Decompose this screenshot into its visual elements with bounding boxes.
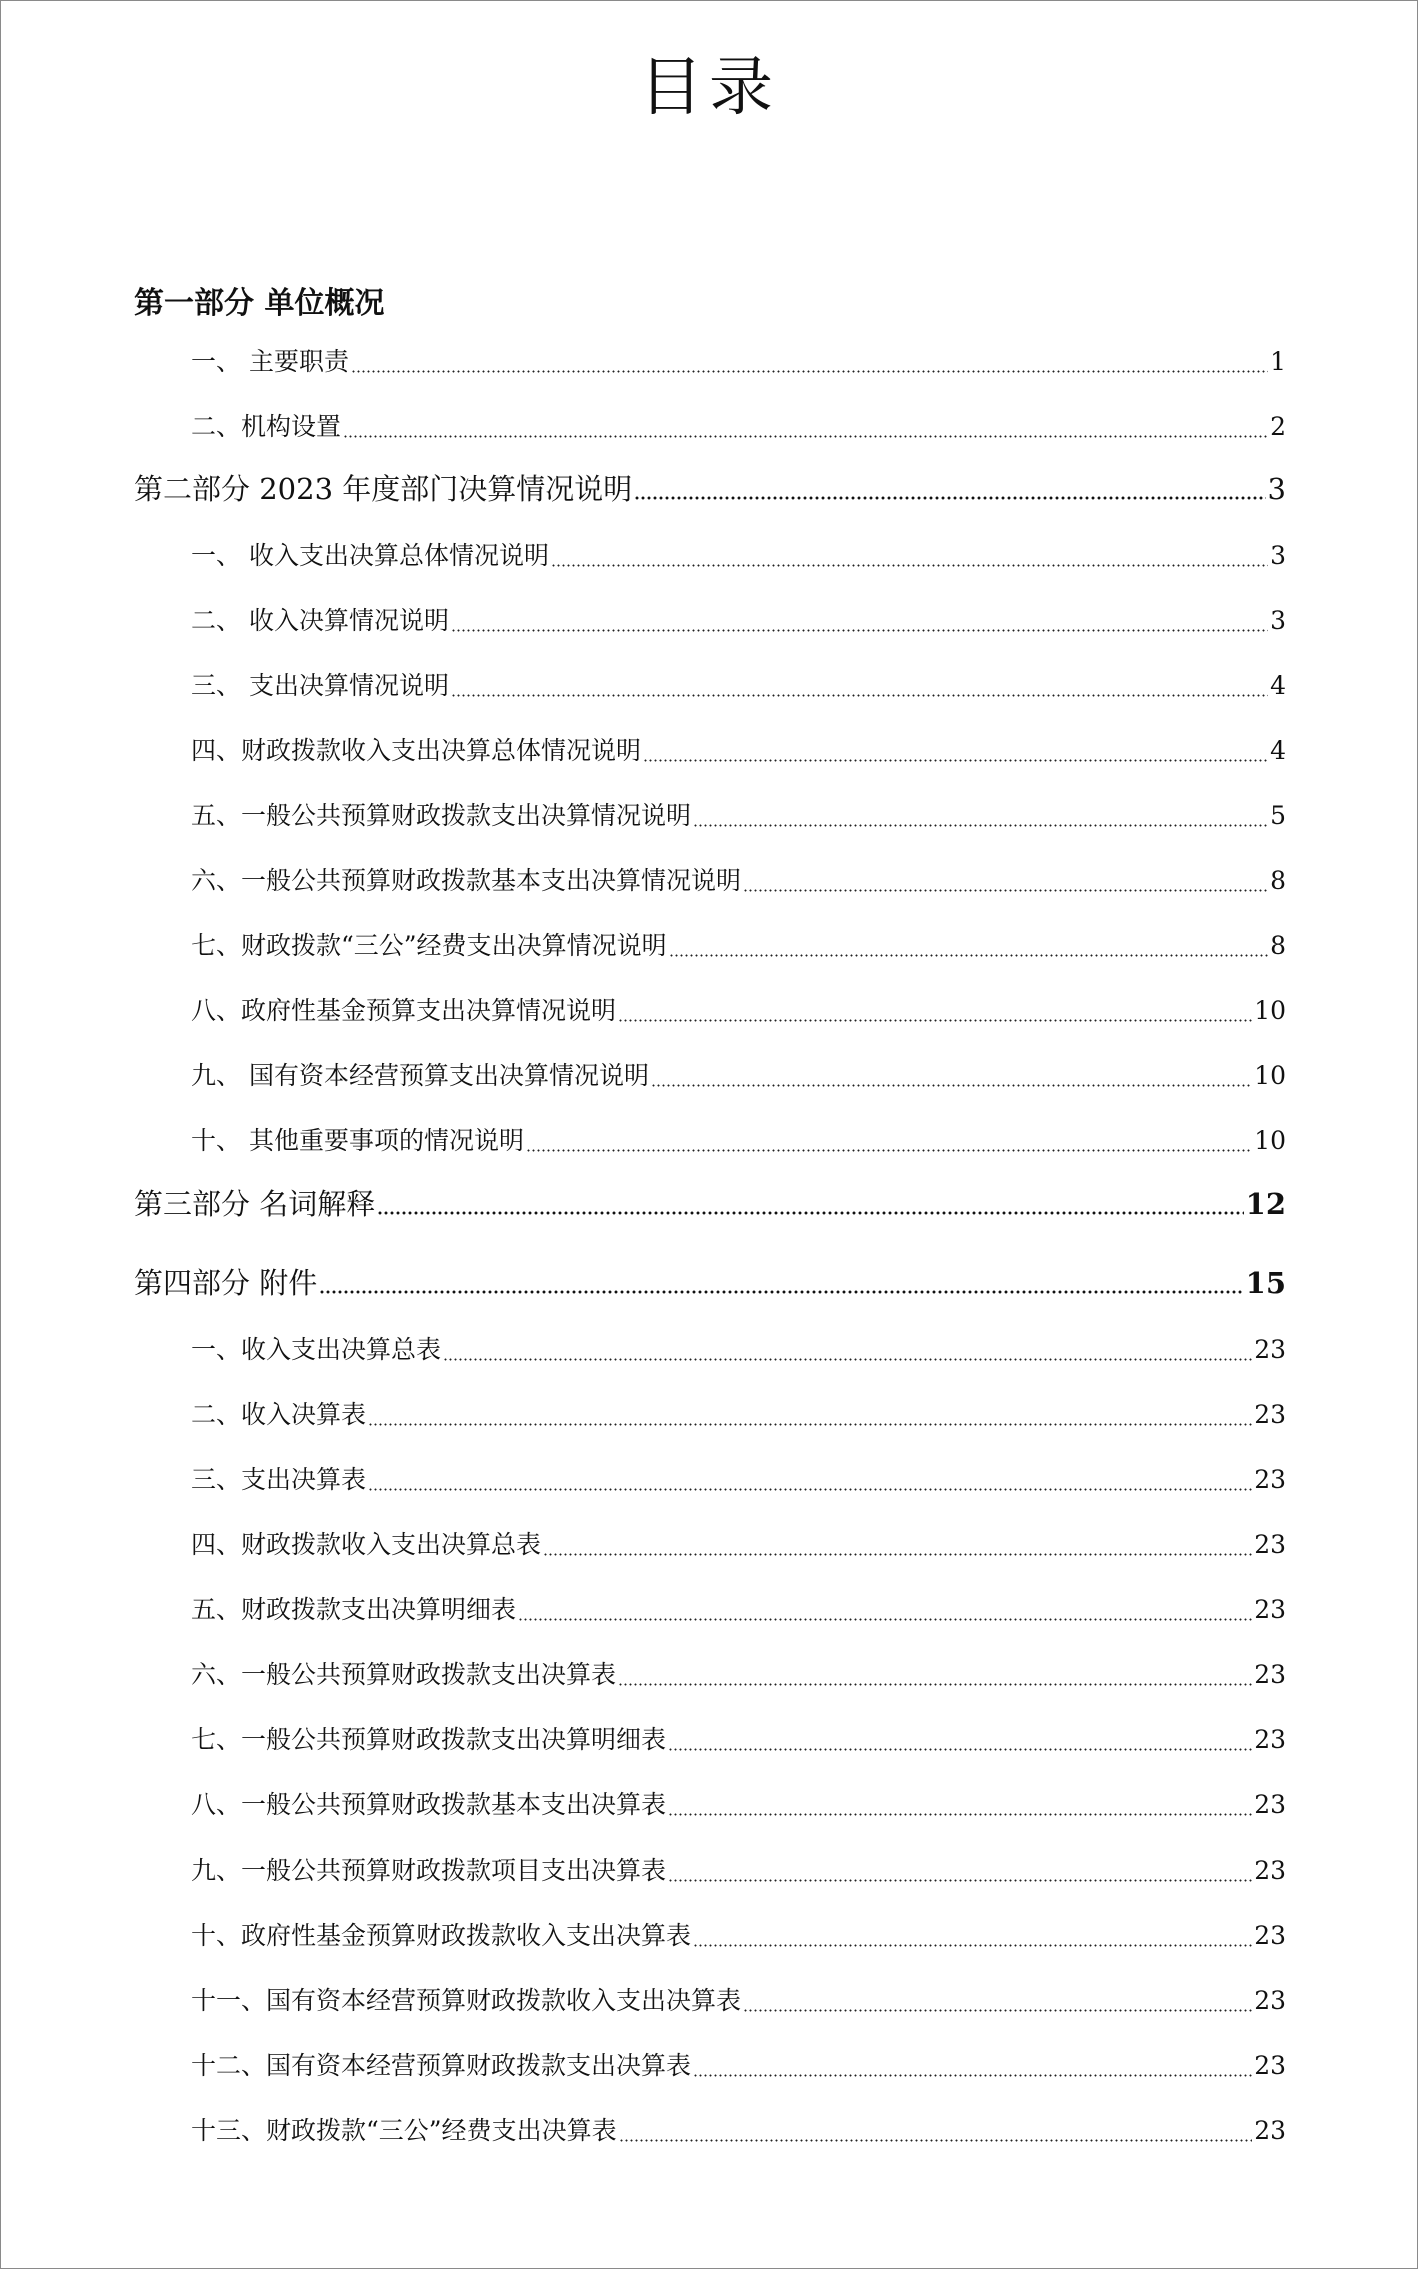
toc-entry[interactable] [191, 798, 1286, 834]
toc-entry-page: 23 [1254, 2116, 1286, 2145]
toc-entry-label: 五、一般公共预算财政拨款支出决算情况说明 [191, 801, 692, 830]
dot-leader [619, 2139, 1253, 2142]
toc-entry-page: 8 [1270, 931, 1286, 960]
toc-entry[interactable] [191, 344, 1286, 380]
toc-entry-label: 十、政府性基金预算财政拨款收入支出决算表 [191, 1921, 692, 1950]
toc-entry[interactable] [191, 1918, 1286, 1954]
toc-entry-label: 六、一般公共预算财政拨款支出决算表 [191, 1660, 617, 1689]
page-title: 目录 [639, 51, 779, 125]
toc-entry-label: 第二部分 2023 年度部门决算情况说明 [134, 472, 633, 506]
toc-entry-label: 十一、国有资本经营预算财政拨款收入支出决算表 [191, 1986, 742, 2015]
dot-leader [693, 1944, 1252, 1947]
toc-entry-label: 第四部分 附件 [134, 1266, 318, 1300]
dot-leader [319, 1290, 1243, 1294]
toc-entry-label: 第三部分 名词解释 [134, 1187, 376, 1221]
dot-leader [693, 824, 1268, 827]
toc-entry[interactable] [191, 993, 1286, 1029]
toc-entry[interactable] [191, 1657, 1286, 1693]
toc-entry-page: 4 [1270, 671, 1286, 700]
toc-entry-part-1[interactable] [134, 284, 1286, 324]
toc-entry-label: 四、财政拨款收入支出决算总体情况说明 [191, 736, 642, 765]
dot-leader [669, 954, 1269, 957]
dot-leader [643, 759, 1268, 762]
toc-entry-page: 23 [1254, 1595, 1286, 1624]
dot-leader [368, 1423, 1252, 1426]
toc-entry[interactable] [191, 1058, 1286, 1094]
toc-entry-label: 八、政府性基金预算支出决算情况说明 [191, 996, 617, 1025]
toc-entry-page: 23 [1254, 2051, 1286, 2080]
toc-entry[interactable] [191, 928, 1286, 964]
toc-entry-label: 一、 主要职责 [191, 347, 349, 376]
toc-entry-part-2[interactable] [134, 469, 1286, 509]
toc-entry-label: 三、 支出决算情况说明 [191, 671, 449, 700]
toc-entry[interactable] [191, 409, 1286, 445]
toc-entry-label: 八、一般公共预算财政拨款基本支出决算表 [191, 1790, 667, 1819]
toc-entry-part-4[interactable] [134, 1263, 1286, 1303]
toc-entry-page: 8 [1270, 866, 1286, 895]
dot-leader [443, 1358, 1252, 1361]
dot-leader [743, 889, 1268, 892]
toc-entry-label: 十二、国有资本经营预算财政拨款支出决算表 [191, 2051, 692, 2080]
toc-entry-label: 七、一般公共预算财政拨款支出决算明细表 [191, 1725, 667, 1754]
toc-entry-page: 4 [1270, 736, 1286, 765]
dot-leader [451, 629, 1268, 632]
dot-leader [668, 1813, 1252, 1816]
toc-entry-page: 23 [1254, 1986, 1286, 2015]
toc-entry[interactable] [191, 1462, 1286, 1498]
dot-leader [618, 1019, 1252, 1022]
dot-leader [518, 1618, 1252, 1621]
toc-entry[interactable] [191, 1123, 1286, 1159]
toc-entry[interactable] [191, 1332, 1286, 1368]
toc-entry-page: 23 [1254, 1921, 1286, 1950]
toc-entry-page: 3 [1267, 472, 1286, 506]
toc-entry-label: 九、 国有资本经营预算支出决算情况说明 [191, 1061, 649, 1090]
toc-entry-page: 23 [1254, 1856, 1286, 1885]
toc-entry-label: 七、财政拨款“三公”经费支出决算情况说明 [191, 931, 667, 960]
toc-entry[interactable] [191, 1527, 1286, 1563]
toc-entry[interactable] [191, 2113, 1286, 2149]
toc-entry-page: 12 [1245, 1187, 1286, 1221]
toc-entry-page: 10 [1254, 1061, 1286, 1090]
toc-entry-label: 二、 收入决算情况说明 [191, 606, 449, 635]
toc-entry-label: 六、一般公共预算财政拨款基本支出决算情况说明 [191, 866, 742, 895]
toc-entry-page: 23 [1254, 1465, 1286, 1494]
dot-leader [668, 1748, 1252, 1751]
toc-entry[interactable] [191, 1787, 1286, 1823]
dot-leader [377, 1211, 1243, 1215]
dot-leader [368, 1488, 1252, 1491]
toc-entry-label: 三、支出决算表 [191, 1465, 367, 1494]
toc-entry-label: 四、财政拨款收入支出决算总表 [191, 1530, 542, 1559]
toc-entry[interactable] [191, 538, 1286, 574]
toc-entry-page: 10 [1254, 996, 1286, 1025]
toc-entry[interactable] [191, 1983, 1286, 2019]
toc-entry-page: 2 [1270, 412, 1286, 441]
toc-entry[interactable] [191, 2048, 1286, 2084]
dot-leader [526, 1149, 1252, 1152]
toc-entry[interactable] [191, 1722, 1286, 1758]
toc-entry[interactable] [191, 863, 1286, 899]
toc-entry-label: 五、财政拨款支出决算明细表 [191, 1595, 517, 1624]
toc-entry-page: 3 [1270, 606, 1286, 635]
toc-entry[interactable] [191, 668, 1286, 704]
toc-entry-page: 23 [1254, 1400, 1286, 1429]
toc-entry[interactable] [191, 1397, 1286, 1433]
toc-entry-label: 一、收入支出决算总表 [191, 1335, 442, 1364]
toc-entry-page: 23 [1254, 1725, 1286, 1754]
toc-entry-part-3[interactable] [134, 1184, 1286, 1224]
toc-entry-page: 10 [1254, 1126, 1286, 1155]
dot-leader [551, 564, 1268, 567]
dot-leader [668, 1879, 1252, 1882]
dot-leader [693, 2074, 1252, 2077]
dot-leader [743, 2009, 1252, 2012]
toc-entry[interactable] [191, 733, 1286, 769]
toc-entry-page: 3 [1270, 541, 1286, 570]
toc-entry-page: 23 [1254, 1790, 1286, 1819]
toc-entry-page: 5 [1270, 801, 1286, 830]
toc-entry[interactable] [191, 603, 1286, 639]
dot-leader [451, 694, 1268, 697]
dot-leader [634, 496, 1265, 500]
toc-entry-label: 十、 其他重要事项的情况说明 [191, 1126, 524, 1155]
dot-leader [618, 1683, 1252, 1686]
toc-entry[interactable] [191, 1592, 1286, 1628]
toc-entry-label: 一、 收入支出决算总体情况说明 [191, 541, 549, 570]
dot-leader [651, 1084, 1252, 1087]
toc-entry-label: 二、机构设置 [191, 412, 342, 441]
toc-entry-page: 15 [1245, 1266, 1286, 1300]
toc-entry-page: 23 [1254, 1660, 1286, 1689]
dot-leader [543, 1553, 1252, 1556]
toc-entry-page: 23 [1254, 1335, 1286, 1364]
toc-entry-label: 二、收入决算表 [191, 1400, 367, 1429]
toc-entry[interactable] [191, 1853, 1286, 1889]
dot-leader [351, 370, 1268, 373]
toc-entry-page: 1 [1270, 347, 1286, 376]
toc-entry-page: 23 [1254, 1530, 1286, 1559]
dot-leader [343, 435, 1268, 438]
toc-entry-label: 十三、财政拨款“三公”经费支出决算表 [191, 2116, 617, 2145]
toc-entry-label: 第一部分 单位概况 [134, 286, 385, 321]
toc-entry-label: 九、一般公共预算财政拨款项目支出决算表 [191, 1856, 667, 1885]
